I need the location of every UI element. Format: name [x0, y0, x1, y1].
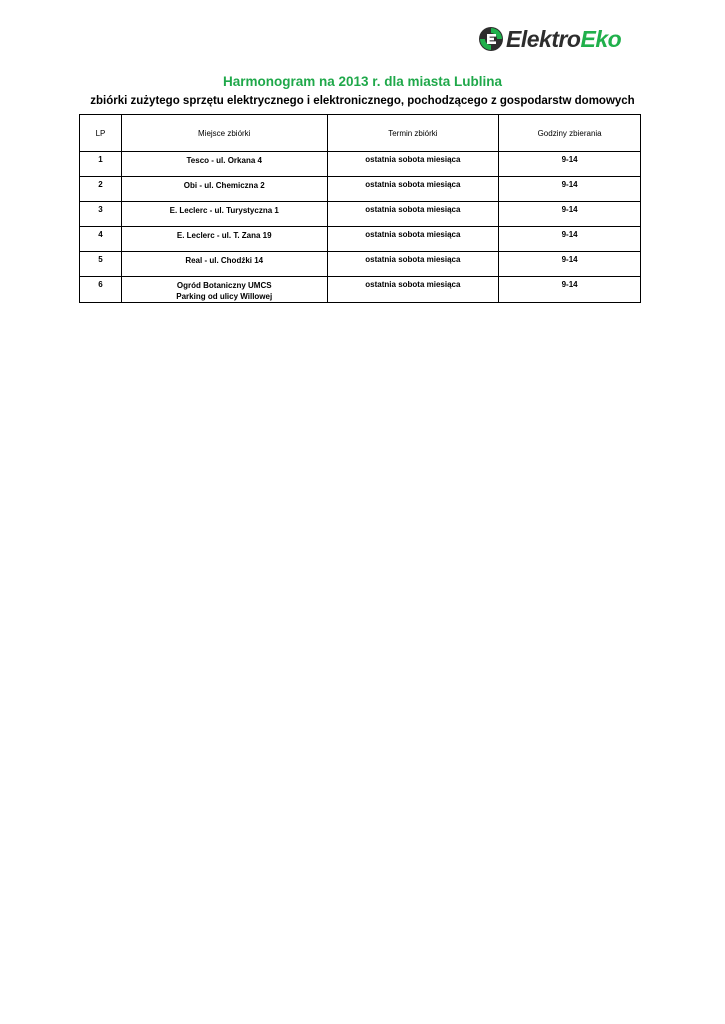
place-line: Tesco - ul. Orkana 4 — [186, 156, 262, 165]
table-row — [80, 277, 641, 303]
cell-hours: 9-14 — [499, 177, 641, 202]
logo-text-eko: Eko — [580, 25, 622, 52]
cell-hours: 9-14 — [499, 227, 641, 252]
column-header-term: Termin zbiórki — [327, 115, 499, 152]
cell-place — [121, 177, 327, 202]
table-row — [80, 252, 641, 277]
place-line: Parking od ulicy Willowej — [176, 292, 273, 301]
cell-lp: 6 — [80, 277, 122, 303]
cell-term: ostatnia sobota miesiąca — [327, 177, 499, 202]
table-row — [80, 177, 641, 202]
place-line: Ogród Botaniczny UMCS — [176, 281, 272, 290]
cell-term: ostatnia sobota miesiąca — [327, 202, 499, 227]
schedule-table — [79, 114, 641, 303]
cell-lp: 5 — [80, 252, 122, 277]
cell-term: ostatnia sobota miesiąca — [327, 277, 499, 303]
cell-lp: 2 — [80, 177, 122, 202]
place-line: Obi - ul. Chemiczna 2 — [183, 181, 265, 190]
page-title: Harmonogram na 2013 r. dla miasta Lublina — [222, 74, 503, 89]
cell-lp: 1 — [80, 152, 122, 177]
cell-place — [121, 252, 327, 277]
cell-place — [121, 202, 327, 227]
elektroeko-logo-icon — [478, 26, 504, 52]
cell-term: ostatnia sobota miesiąca — [327, 252, 499, 277]
cell-place — [121, 277, 327, 303]
cell-place — [121, 227, 327, 252]
column-header-lp: LP — [80, 115, 122, 152]
cell-lp: 4 — [80, 227, 122, 252]
table-row — [80, 227, 641, 252]
logo-wordmark — [506, 25, 622, 52]
logo-text-elektro: Elektro — [506, 25, 581, 52]
cell-hours: 9-14 — [499, 202, 641, 227]
cell-hours: 9-14 — [499, 252, 641, 277]
table-row — [80, 202, 641, 227]
cell-lp: 3 — [80, 202, 122, 227]
place-line: Real - ul. Chodźki 14 — [185, 256, 264, 265]
table-row — [80, 152, 641, 177]
elektroeko-logo — [478, 24, 643, 54]
place-line: E. Leclerc - ul. Turystyczna 1 — [169, 206, 279, 215]
cell-term: ostatnia sobota miesiąca — [327, 152, 499, 177]
column-header-place: Miejsce zbiórki — [121, 115, 327, 152]
page-subtitle: zbiórki zużytego sprzętu elektrycznego i elektronicznego, pochodzącego z gospodarstw domowych — [90, 95, 635, 107]
cell-term: ostatnia sobota miesiąca — [327, 227, 499, 252]
column-header-hours: Godziny zbierania — [499, 115, 641, 152]
cell-hours: 9-14 — [499, 152, 641, 177]
place-line: E. Leclerc - ul. T. Zana 19 — [176, 231, 272, 240]
cell-place — [121, 152, 327, 177]
table-header-row — [80, 115, 641, 152]
cell-hours: 9-14 — [499, 277, 641, 303]
